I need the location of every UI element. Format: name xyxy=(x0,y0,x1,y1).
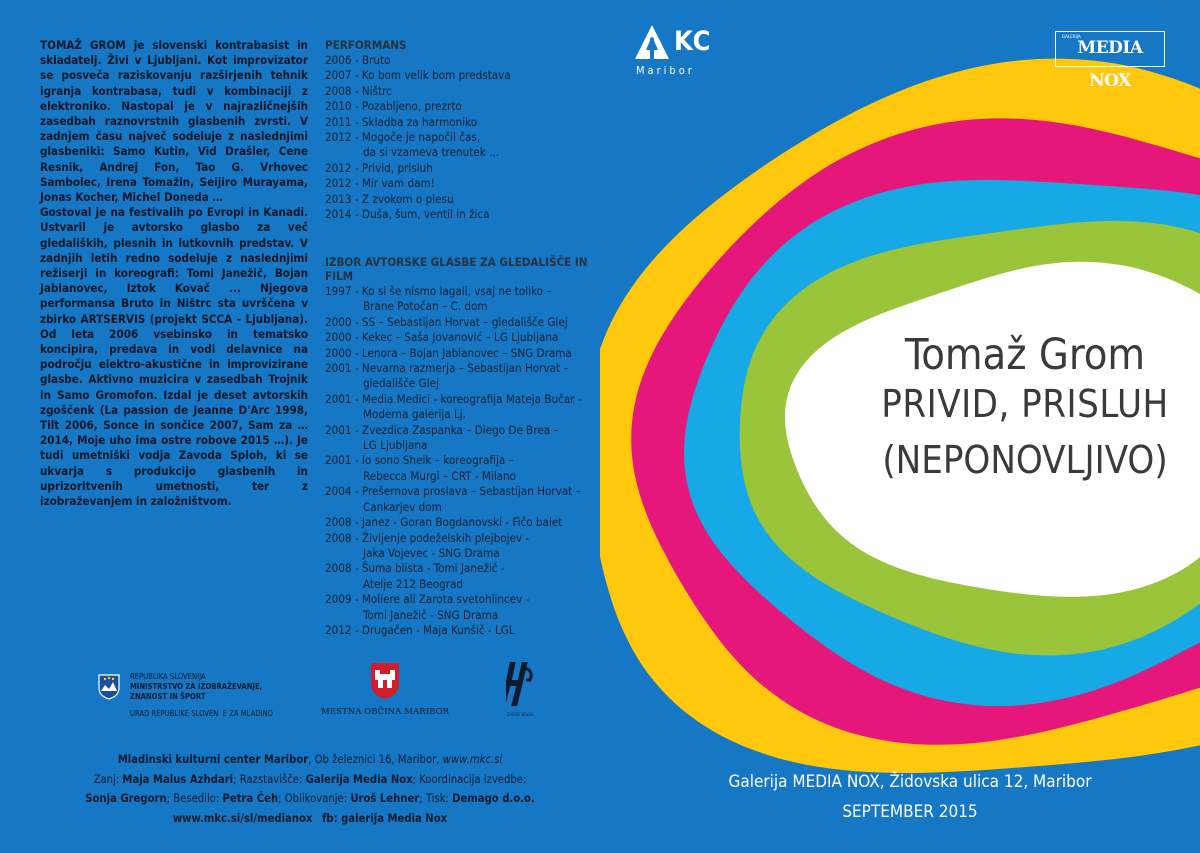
list-item: 2001 - Io sono Sheik – koreografija – xyxy=(325,453,514,468)
list-item: 2012 - Drugačen - Maja Kunšič - LGL xyxy=(325,622,515,637)
list-item: 2010 - Pozabljeno, prezrto xyxy=(325,99,462,114)
list-item-continuation: Cankarjev dom xyxy=(363,499,442,514)
kc-letters: KC xyxy=(674,26,712,57)
zanj-value: Maja Malus Azhdari xyxy=(122,772,234,786)
ministry-sub: URAD REPUBLIKE SLOVEN E ZA MLADINO xyxy=(130,709,274,718)
kc-triangle-icon xyxy=(634,24,670,62)
municipality-logo xyxy=(315,662,455,717)
exhibition-title-2: (NEPONOVLJIVO) xyxy=(882,438,1168,482)
medianox-url: www.mkc.si/sl/medianox xyxy=(172,811,313,825)
sploh-hp-icon xyxy=(506,660,534,708)
list-item: 2000 - SS – Sebastijan Horvat – gledališče Glej xyxy=(325,314,568,329)
performans-heading: PERFORMANS xyxy=(325,38,407,52)
artist-name: Tomaž Grom xyxy=(904,330,1146,380)
list-item: 2011 - Skladba za harmoniko xyxy=(325,114,478,129)
list-item-continuation: Tomi Janežič - SNG Drama xyxy=(363,607,499,622)
list-item: 1997 - Ko si še nismo lagali, vsaj ne toliko – xyxy=(325,284,552,298)
venue-address: Galerija MEDIA NOX, Židovska ulica 12, Maribor xyxy=(728,772,1092,792)
list-item: 2001 - Zvezdica Zaspanka – Diego De Brea – xyxy=(325,422,559,437)
ministry-line-1: REPUBLIKA SLOVENIJA xyxy=(130,672,206,681)
oblik-value: Uroš Lehner xyxy=(350,792,420,805)
list-item: 2012 - Privid, prisluh xyxy=(325,160,433,175)
media-nox-small: GALERIJA xyxy=(1062,35,1081,40)
mkc-address: , Ob železnici 16, Maribor, xyxy=(308,753,443,766)
media-nox-name: MEDIA NOX xyxy=(1077,38,1143,91)
list-item: 2001 - Nevarna razmerja – Sebastijan Horvat – xyxy=(325,361,569,376)
mkc-name: Mladinski kulturni center Maribor xyxy=(117,753,309,766)
mkc-url: www.mkc.si xyxy=(442,753,503,766)
ministry-line-2: MINISTRSTVO ZA IZOBRAŽEVANJE, xyxy=(130,682,263,691)
sploh-label: ZAVOD SPLOH xyxy=(507,712,533,717)
list-item: 2000 - Kekec – Saša Jovanović – LG Ljubljana xyxy=(325,330,559,345)
municipality-name: MESTNA OBČINA MARIBOR xyxy=(321,707,449,717)
tisk-value: Demago d.o.o. xyxy=(452,792,535,805)
exhibition-date: SEPTEMBER 2015 xyxy=(842,802,978,822)
maribor-crest-icon xyxy=(370,662,400,700)
list-item: 2008 - Šuma blista - Tomi Janežič - xyxy=(325,561,505,576)
concentric-rings xyxy=(600,0,1200,853)
kc-maribor-logo xyxy=(634,22,734,82)
list-item: 2014 - Duša, šum, ventil in žica xyxy=(325,207,490,222)
kc-city: Maribor xyxy=(636,64,695,77)
razstavisce-value: Galerija Media Nox xyxy=(305,772,413,786)
besedilo-value: Petra Čeh xyxy=(222,792,279,805)
besedilo-label: ; Besedilo: xyxy=(166,792,223,805)
koord-label: ; Koordinacija izvedbe: xyxy=(412,772,527,786)
music-list xyxy=(325,284,615,638)
sploh-logo xyxy=(500,660,540,717)
list-item: 2007 - Ko bom velik bom predstava xyxy=(325,68,511,83)
list-item-continuation: Rebecca Murgi – CRT - Milano xyxy=(363,468,517,483)
list-item-continuation: Jaka Vojevec - SNG Drama xyxy=(363,545,500,560)
credits xyxy=(40,750,580,828)
credits-line-3 xyxy=(40,789,580,809)
list-item-continuation: da si vzameva trenutek ... xyxy=(363,145,500,160)
list-item: 2008 - Ništrc xyxy=(325,83,392,98)
slovenia-coat-of-arms-icon xyxy=(98,674,120,700)
list-item: 2008 - Janez - Goran Bogdanovski - Fičo balet xyxy=(325,515,563,530)
list-item-continuation: Atelje 212 Beograd xyxy=(363,576,464,591)
list-item: 2012 - Mir vam dam! xyxy=(325,176,435,191)
list-item-continuation: Brane Potočan – C. dom xyxy=(363,299,488,314)
list-item: 2004 - Prešernova proslava – Sebastijan Horvat – xyxy=(325,484,581,499)
list-item-continuation: LG Ljubljana xyxy=(363,438,428,453)
list-item: 2008 - Življenje podeželskih plejbojev - xyxy=(325,530,530,545)
list-item: 2001 - Media Medici - koreografija Mateja Bučar - xyxy=(325,391,582,406)
music-section xyxy=(325,255,615,638)
zanj-label: Zanj: xyxy=(93,772,123,786)
exhibition-title-1: PRIVID, PRISLUH xyxy=(881,382,1169,426)
tisk-label: ; Tisk: xyxy=(419,792,453,805)
list-item: 2000 - Lenora – Bojan Jablanovec – SNG Drama xyxy=(325,345,572,360)
performans-section xyxy=(325,38,615,222)
credits-line-4 xyxy=(40,809,580,829)
koord-value: Sonja Gregorn xyxy=(85,792,167,805)
biography-text: TOMAŽ GROM je slovenski kontrabasist in skladatelj. Živi v Ljubljani. Kot improvizator se posveča raziskovanju razširjenih tehnik igranja kontrabasa, tudi v kombinaciji z elektroniko. Nastopal je v najrazličnejših zasedbah raznovrstnih glasbenih zvrsti. V zadnjem času največ sodeluje z naslednjimi glasbeniki: Samo Kutin, Vid Drašler, Cene Resnik, Andrej Fon, Tao G. Vrhovec Sambolec, Irena Tomažin, Seijiro Murayama, Jonas Kocher, Michel Doneda … Gostoval je na festivalih po Evropi in Kanadi. Ustvaril je avtorsko glasbo za več gledaliških, plesnih in lutkovnih predstav. V zadnjih letih redno sodeluje z naslednjimi režiserji in koreografi: Tomi Janežič, Bojan Jablanovec, Iztok Kovač ... Njegova performansa Bruto in Ništrc sta uvrščena v zbirko ARTSERVIS (projekt SCCA - Ljubljana). Od leta 2006 vsebinsko in tematsko koncipira, predava in vodi delavnice na področju elektro-akustične in improvizirane glasbe. Aktivno muzicira v zasedbah Trojnik in Samo Gromofon. Izdal je deset avtorskih zgoščenk (La passion de Jeanne D'Arc 1998, Tilt 2006, Sonce in sončice 2007, Sam za … 2014, Moje uho ima ostre robove 2015 …). Je tudi umetniški vodja Zavoda Sploh, ki se ukvarja s produkcijo glasbenih in uprizoritvenih umetnosti, ter z izobraževanjem in založništvom. xyxy=(40,38,308,509)
credits-line-1 xyxy=(40,750,580,770)
media-nox-logo xyxy=(1055,31,1165,91)
credits-line-2 xyxy=(40,770,580,790)
list-item-continuation: gledališče Glej xyxy=(363,376,439,391)
ministry-line-3: ZNANOST IN ŠPORT xyxy=(130,692,206,701)
razstavisce-label: ; Razstavišče: xyxy=(233,772,306,786)
facebook-label: fb: galerija Media Nox xyxy=(321,811,448,825)
list-item: 2006 - Bruto xyxy=(325,53,391,67)
music-heading: IZBOR AVTORSKE GLASBE ZA GLEDALIŠČE IN FILM xyxy=(325,255,588,283)
list-item: 2009 - Moliere ali Zarota svetohlincev - xyxy=(325,592,530,607)
list-item: 2012 - Mogoče je napočil čas, xyxy=(325,130,481,145)
list-item-continuation: Moderna galerija Lj. xyxy=(363,407,466,422)
performans-list xyxy=(325,53,615,222)
list-item: 2013 - Z zvokom o plesu xyxy=(325,191,454,206)
oblik-label: ; Oblikovanje: xyxy=(278,792,351,805)
